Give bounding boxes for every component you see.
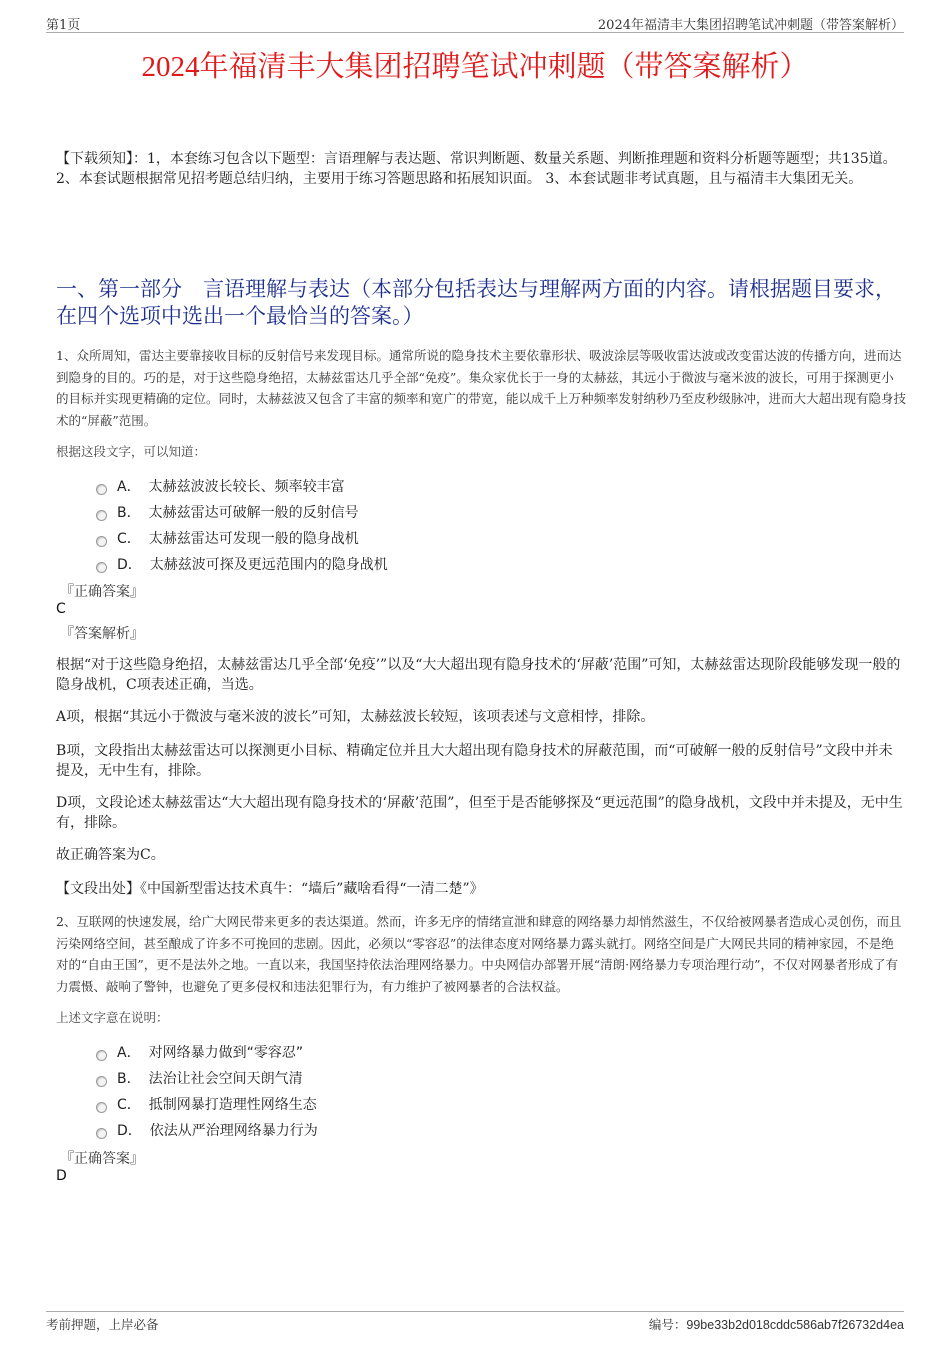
passage-source: 【文段出处】《中国新型雷达技术真牛：“墙后”藏啥看得“一清二楚”》 — [56, 881, 484, 897]
option-letter: C． — [117, 531, 141, 547]
option-letter: D． — [117, 557, 142, 573]
question-1-option-d[interactable] — [96, 552, 388, 576]
option-letter: D． — [117, 1123, 142, 1139]
page-header — [46, 12, 904, 33]
option-text: 对网络暴力做到“零容忍” — [148, 1045, 304, 1061]
question-2-option-b[interactable] — [96, 1066, 303, 1090]
analysis-paragraph: 根据“对于这些隐身绝招，太赫兹雷达几乎全部‘免疫’”以及“大大超出现有隐身技术的‘屏蔽’范围”可知，太赫兹雷达现阶段能够发现一般的隐身战机，C项表述正确，当选。 — [56, 657, 901, 693]
page-number: 第1页 — [46, 18, 81, 33]
option-text: 太赫兹雷达可发现一般的隐身战机 — [148, 531, 359, 547]
radio-icon[interactable] — [96, 1076, 107, 1087]
option-letter: C． — [117, 1097, 141, 1113]
option-text: 太赫兹波波长较长、频率较丰富 — [148, 479, 345, 495]
question-2-prompt: 上述文字意在说明： — [56, 1010, 169, 1025]
correct-answer-value: D — [56, 1168, 67, 1184]
option-letter: B． — [117, 1071, 141, 1087]
question-2-option-d[interactable] — [96, 1118, 318, 1142]
option-text: 依法从严治理网络暴力行为 — [149, 1123, 318, 1139]
question-2-stem: 2、互联网的快速发展，给广大网民带来更多的表达渠道。然而，许多无序的情绪宣泄和肆意的网络暴力却悄然滋生，不仅给被网暴者造成心灵创伤，而且污染网络空间，甚至酿成了许多不可挽回的悲剧。因此，必须以“零容忍”的法律态度对网络暴力露头就打。网络空间是广大网民共同的精神家园，不是绝对的“自由王国”，更不是法外之地。一直以来，我国坚持依法治理网络暴力。中央网信办部署开展“清朗·网络暴力专项治理行动”，不仅对网暴者形成了有力震慑、敲响了警钟，也避免了更多侵权和违法犯罪行为，有力维护了被网暴者的合法权益。 — [56, 914, 902, 994]
option-letter: A． — [117, 1045, 141, 1061]
option-text: 抵制网暴打造理性网络生态 — [148, 1097, 317, 1113]
question-1-option-b[interactable] — [96, 500, 359, 524]
option-letter: B． — [117, 505, 141, 521]
footer-slogan: 考前押题，上岸必备 — [46, 1317, 159, 1332]
analysis-conclusion: 故正确答案为C。 — [56, 847, 165, 863]
radio-icon[interactable] — [96, 536, 107, 547]
option-text: 法治让社会空间天朗气清 — [148, 1071, 303, 1087]
header-doc-title: 2024年福清丰大集团招聘笔试冲刺题（带答案解析） — [597, 18, 904, 33]
analysis-paragraph: A项，根据“其远小于微波与毫米波的波长”可知，太赫兹波长较短，该项表述与文意相悖，排除。 — [56, 709, 655, 725]
question-1-option-c[interactable] — [96, 526, 359, 550]
analysis-paragraph: B项，文段指出太赫兹雷达可以探测更小目标、精确定位并且大大超出现有隐身技术的屏蔽范围，而“可破解一般的反射信号”文段中并未提及，无中生有，排除。 — [56, 743, 893, 779]
question-1-option-a[interactable] — [96, 474, 345, 498]
correct-answer-label: 『正确答案』 — [60, 584, 144, 600]
question-1-prompt: 根据这段文字，可以知道： — [56, 444, 207, 459]
document-serial: 编号：99be33b2d018cddc586ab7f26732d4ea — [648, 1318, 904, 1332]
option-text: 太赫兹波可探及更远范围内的隐身战机 — [149, 557, 388, 573]
question-2-option-c[interactable] — [96, 1092, 317, 1116]
section-heading: 一、第一部分 言语理解与表达（本部分包括表达与理解两方面的内容。请根据题目要求，在四个选项中选出一个最恰当的答案。） — [56, 277, 896, 328]
document-title: 2024年福清丰大集团招聘笔试冲刺题（带答案解析） — [141, 51, 809, 83]
analysis-label: 『答案解析』 — [60, 626, 144, 642]
question-1-stem: 1、众所周知，雷达主要靠接收目标的反射信号来发现目标。通常所说的隐身技术主要依靠形状、吸波涂层等吸收雷达波或改变雷达波的传播方向，进而达到隐身的目的。巧的是，对于这些隐身绝招，太赫兹雷达几乎全部“免疫”。集众家优长于一身的太赫兹，其远小于微波与毫米波的波长，可用于探测更小的目标并实现更精确的定位。同时，太赫兹波又包含了丰富的频率和宽广的带宽，能以成千上万种频率发射纳秒乃至皮秒级脉冲，进而大大超出现有隐身技术的“屏蔽”范围。 — [56, 348, 907, 428]
radio-icon[interactable] — [96, 484, 107, 495]
question-2-option-a[interactable] — [96, 1040, 303, 1064]
page-footer — [46, 1311, 904, 1332]
option-letter: A． — [117, 479, 141, 495]
correct-answer-value: C — [56, 601, 66, 617]
option-text: 太赫兹雷达可破解一般的反射信号 — [148, 505, 359, 521]
radio-icon[interactable] — [96, 1050, 107, 1061]
radio-icon[interactable] — [96, 562, 107, 573]
download-notice: 【下载须知】：1，本套练习包含以下题型：言语理解与表达题、常识判断题、数量关系题、判断推理题和资料分析题等题型；共135道。2、本套试题根据常见招考题总结归纳，主要用于练习答题思路和拓展知识面。 3、本套试题非考试真题，且与福清丰大集团无关。 — [56, 151, 897, 187]
radio-icon[interactable] — [96, 1102, 107, 1113]
analysis-paragraph: D项，文段论述太赫兹雷达“大大超出现有隐身技术的‘屏蔽’范围”，但至于是否能够探及“更远范围”的隐身战机，文段中并未提及，无中生有，排除。 — [56, 795, 903, 831]
radio-icon[interactable] — [96, 1128, 107, 1139]
radio-icon[interactable] — [96, 510, 107, 521]
correct-answer-label: 『正确答案』 — [60, 1151, 144, 1167]
